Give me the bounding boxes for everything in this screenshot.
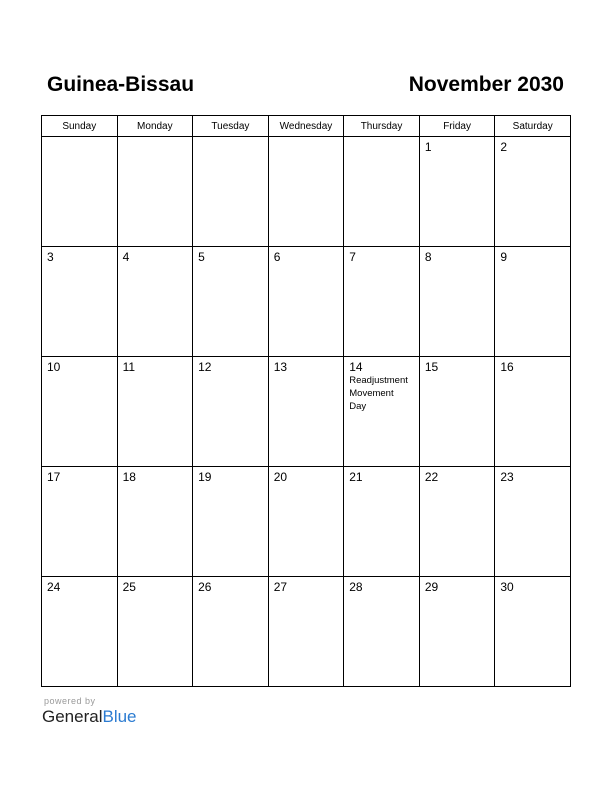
day-number: 16: [500, 360, 514, 374]
month-year-title: November 2030: [408, 73, 564, 96]
calendar-grid: [41, 115, 571, 687]
day-number: 17: [47, 470, 61, 484]
weekday-monday: Monday: [117, 116, 193, 137]
day-number: 29: [424, 580, 439, 594]
day-number: 15: [424, 360, 439, 374]
day-cell: [268, 137, 344, 247]
day-cell: [344, 247, 420, 357]
day-number: 30: [500, 580, 514, 594]
day-number: 24: [47, 580, 61, 594]
powered-by-text: powered by: [44, 696, 96, 706]
day-cell: [193, 577, 269, 687]
day-number: [269, 137, 344, 140]
weekday-thursday: Thursday: [344, 116, 420, 137]
day-cell: [344, 357, 420, 467]
generalblue-logo: [42, 707, 137, 727]
day-number: 18: [122, 470, 136, 484]
day-number: 8: [424, 250, 432, 264]
footer: [42, 696, 137, 727]
day-cell: [495, 467, 571, 577]
day-cell: [42, 467, 118, 577]
day-cell: [344, 137, 420, 247]
day-cell: [419, 247, 495, 357]
day-cell: [495, 357, 571, 467]
holiday-event: Readjustment Movement Day: [349, 375, 408, 412]
weekday-wednesday: Wednesday: [268, 116, 344, 137]
day-cell: [42, 137, 118, 247]
day-cell: [117, 247, 193, 357]
day-cell: [117, 577, 193, 687]
day-cell: [344, 467, 420, 577]
day-number: 10: [47, 360, 61, 374]
week-row: [42, 137, 571, 247]
weekday-tuesday: Tuesday: [193, 116, 269, 137]
day-number: 2: [500, 140, 508, 154]
day-cell: [495, 137, 571, 247]
day-number: 11: [122, 360, 136, 374]
day-cell: [42, 247, 118, 357]
day-cell: [193, 137, 269, 247]
weekday-sunday: Sunday: [42, 116, 118, 137]
day-number: 14: [349, 360, 363, 374]
day-number: 27: [273, 580, 288, 594]
brand-blue: Blue: [102, 707, 137, 726]
brand-general: General: [42, 707, 103, 726]
weekday-header-row: [42, 116, 571, 137]
day-number: [118, 137, 193, 140]
weekday-saturday: Saturday: [495, 116, 571, 137]
day-number: 25: [122, 580, 136, 594]
day-number: 26: [198, 580, 212, 594]
day-number: 9: [500, 250, 508, 264]
day-cell: [193, 247, 269, 357]
day-cell: [495, 247, 571, 357]
day-number: 13: [273, 360, 288, 374]
day-cell: [419, 357, 495, 467]
day-number: 3: [47, 250, 54, 264]
day-number: 20: [273, 470, 288, 484]
day-number: 12: [198, 360, 212, 374]
day-number: 4: [122, 250, 130, 264]
day-number: 19: [198, 470, 212, 484]
day-cell: [193, 467, 269, 577]
week-row: [42, 467, 571, 577]
day-cell: [42, 357, 118, 467]
day-number: 28: [349, 580, 363, 594]
day-number: [193, 137, 268, 140]
weekday-friday: Friday: [419, 116, 495, 137]
day-cell: [268, 577, 344, 687]
day-cell: [268, 247, 344, 357]
calendar-header: [41, 70, 570, 100]
day-cell: [42, 577, 118, 687]
day-cell: [117, 137, 193, 247]
week-row: [42, 247, 571, 357]
day-number: 5: [198, 250, 205, 264]
week-row: [42, 357, 571, 467]
day-cell: [268, 467, 344, 577]
day-number: 22: [424, 470, 439, 484]
day-cell: [268, 357, 344, 467]
week-row: [42, 577, 571, 687]
day-cell: [419, 467, 495, 577]
day-number: 6: [273, 250, 281, 264]
day-cell: [117, 357, 193, 467]
day-number: [344, 137, 419, 140]
day-number: 7: [349, 250, 356, 264]
day-number: 23: [500, 470, 514, 484]
day-number: [42, 137, 117, 140]
day-cell: [419, 577, 495, 687]
day-number: 1: [424, 140, 432, 154]
day-number: 21: [349, 470, 363, 484]
country-title: Guinea-Bissau: [47, 73, 195, 96]
day-cell: [419, 137, 495, 247]
day-cell: [495, 577, 571, 687]
day-cell: [344, 577, 420, 687]
day-cell: [117, 467, 193, 577]
day-cell: [193, 357, 269, 467]
